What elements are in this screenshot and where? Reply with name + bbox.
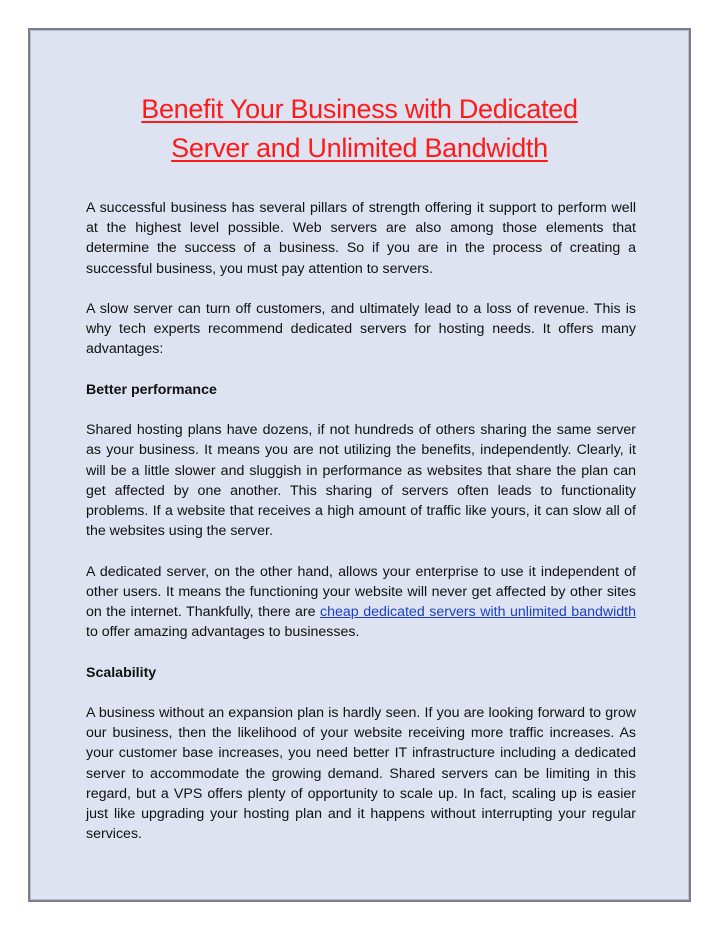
title-line-2: Server and Unlimited Bandwidth: [171, 133, 548, 163]
heading-scalability: Scalability: [86, 664, 157, 681]
dedicated-servers-link[interactable]: cheap dedicated servers with unlimited bandwidth: [320, 604, 636, 620]
title-line-1: Benefit Your Business with Dedicated: [141, 94, 578, 124]
dedicated-text-after-link: to offer amazing advantages to businesses.: [86, 624, 360, 641]
document-body: [86, 198, 636, 865]
paragraph-slow-server: A slow server can turn off customers, and ultimately lead to a loss of revenue. This is why tech experts recommend dedicated servers for hosting needs. It offers many advantages:: [86, 301, 636, 358]
paragraph-shared-hosting: Shared hosting plans have dozens, if not hundreds of others sharing the same server as your business. It means you are not utilizing the benefits, independently. Clearly, it will be a little slower and sluggish in performance as websites that share the plan can get affected by one another. This sharing of servers often leads to functionality problems. If a website that receives a high amount of traffic like yours, it can slow all of the websites using the server.: [86, 422, 636, 540]
paragraph-dedicated-server: [86, 562, 636, 643]
heading-better-performance: Better performance: [86, 381, 217, 398]
document-title: [30, 90, 689, 168]
paragraph-scalability: A business without an expansion plan is hardly seen. If you are looking forward to grow our business, then the likelihood of your website receiving more traffic increases. As your customer base increases, you need better IT infrastructure including a dedicated server to accommodate the growing demand. Shared servers can be limiting in this regard, but a VPS offers plenty of opportunity to scale up. In fact, scaling up is easier just like upgrading your hosting plan and it happens without interrupting your regular services.: [86, 704, 636, 843]
document-page: [28, 28, 691, 902]
paragraph-intro: A successful business has several pillars of strength offering it support to perform well at the highest level possible. Web servers are also among those elements that determine the success of a business. So if you are in the process of creating a successful business, you must pay attention to servers.: [86, 200, 636, 277]
dedicated-text-before-link: A dedicated server, on the other hand, allows your enterprise to use it independent of other users. It means the functioning your website will never get affected by other sites on the internet. Thankfully, there are: [86, 563, 636, 620]
